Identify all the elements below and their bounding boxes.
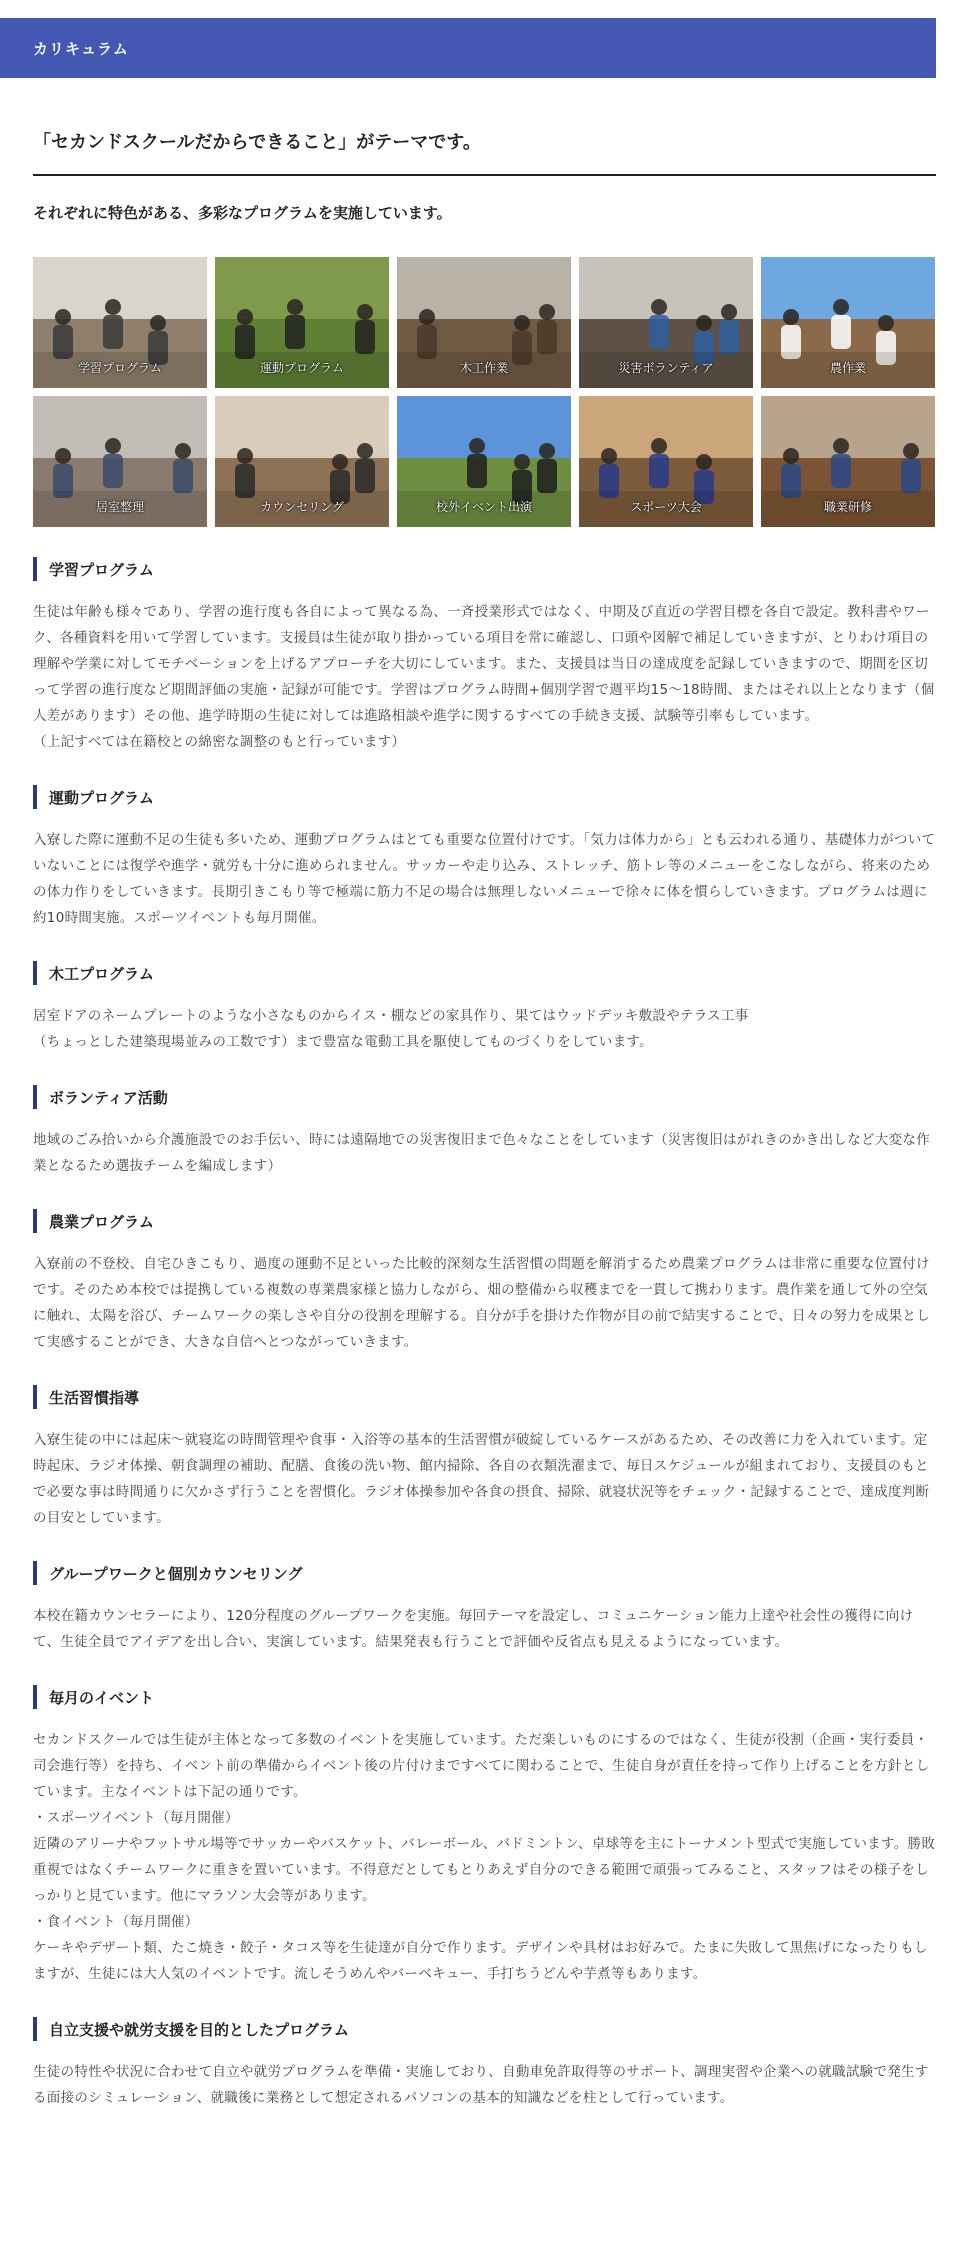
section-lifestyle-guidance bbox=[33, 1385, 936, 1531]
section-title: 運動プログラム bbox=[33, 785, 936, 809]
section-title: 自立支援や就労支援を目的としたプログラム bbox=[33, 2017, 936, 2041]
photo-label: 職業研修 bbox=[823, 500, 872, 514]
section-title: 学習プログラム bbox=[33, 557, 936, 581]
page-header bbox=[0, 18, 936, 78]
section-farming-program bbox=[33, 1209, 936, 1355]
section-body: 生徒は年齢も様々であり、学習の進行度も各自によって異なる為、一斉授業形式ではなく、中期及び直近の学習目標を各自で設定。教科書やワーク、各種資料を用いて学習しています。支援員は生徒が取り掛かっている項目を常に確認し、口頭や図解で補足していきますが、とりわけ項目の理解や学業に対してモチベーションを上げるアプローチを大切にしています。また、支援員は当日の達成度を記録していきますので、期間を区切って学習の進行度など期間評価の実施・記録が可能です。学習はプログラム時間+個別学習で週平均15～18時間、またはそれ以上となります（個人差があります）その他、進学時期の生徒に対しては進路相談や進学に関するすべての手続き支援、試験等引率もしています。 （上記すべては在籍校との綿密な調整のもと行っています） bbox=[33, 604, 935, 750]
section-title: 生活習慣指導 bbox=[33, 1385, 936, 1409]
photo-label: 運動プログラム bbox=[260, 361, 344, 375]
section-title: グループワークと個別カウンセリング bbox=[33, 1561, 936, 1585]
section-monthly-events bbox=[33, 1685, 936, 1987]
section-body: 地域のごみ拾いから介護施設でのお手伝い、時には遠隔地での災害復旧まで色々なことをしています（災害復旧はがれきのかき出しなど大変な作業となるため選抜チームを編成します） bbox=[33, 1132, 930, 1174]
section-body: 入寮前の不登校、自宅ひきこもり、過度の運動不足といった比較的深刻な生活習慣の問題を解消するため農業プログラムは非常に重要な位置付けです。そのため本校では提携している複数の専業農家様と協力しながら、畑の整備から収穫までを一貫して携わります。農作業を通して外の空気に触れ、太陽を浴び、チームワークの楽しさや自分の役割を理解する。自分が手を掛けた作物が目の前で結実することで、日々の努力を成果として実感することができ、大きな自信へとつながっていきます。 bbox=[33, 1256, 930, 1350]
section-woodwork-program bbox=[33, 961, 936, 1055]
section-volunteer-activity bbox=[33, 1085, 936, 1179]
section-body: 入寮生徒の中には起床～就寝迄の時間管理や食事・入浴等の基本的生活習慣が破綻しているケースがあるため、その改善に力を入れています。定時起床、ラジオ体操、朝食調理の補助、配膳、食後の洗い物、館内掃除、各自の衣類洗濯まで、毎日スケジュールが組まれており、支援員のもとで必要な事は時間通りに欠かさず行うことを習慣化。ラジオ体操参加や各食の摂食、掃除、就寝状況等をチェック・記録することで、達成度判断の目安としています。 bbox=[33, 1432, 930, 1526]
section-study-program bbox=[33, 557, 936, 755]
photo-label: 居室整理 bbox=[95, 500, 144, 514]
section-body: セカンドスクールでは生徒が主体となって多数のイベントを実施しています。ただ楽しいものにするのではなく、生徒が役割（企画・実行委員・司会進行等）を持ち、イベント前の準備からイベント後の片付けまですべてに関わることで、生徒自身が責任を持って作り上げることを方針としています。主なイベントは下記の通りです。 ・スポーツイベント（毎月開催） 近隣のアリーナやフットサル場等でサッカーやバスケット、バレーボール、バドミントン、卓球等を主にトーナメント型式で実施しています。勝敗重視ではなくチームワークに重きを置いています。不得意だとしてもとりあえず自分のできる範囲で頑張ってみること、スタッフはその様子をしっかりと見ています。他にマラソン大会等があります。 ・食イベント（毎月開催） ケーキやデザート類、たこ焼き・餃子・タコス等を生徒達が自分で作ります。デザインや具材はお好みで。たまに失敗して黒焦げになったりもしますが、生徒には大人気のイベントです。流しそうめんやバーベキュー、手打ちうどんや芋煮等もあります。 bbox=[33, 1732, 936, 1982]
section-exercise-program bbox=[33, 785, 936, 931]
photo-label: 学習プログラム bbox=[78, 361, 162, 375]
photo-label: カウンセリング bbox=[260, 500, 344, 514]
section-body: 生徒の特性や状況に合わせて自立や就労プログラムを準備・実施しており、自動車免許取得等のサポート、調理実習や企業への就職試験で発生する面接のシミュレーション、就職後に業務として想定されるパソコンの基本的知識などを柱として行っています。 bbox=[33, 2064, 929, 2106]
gallery-photo bbox=[215, 257, 389, 388]
gallery-photo bbox=[33, 396, 207, 527]
section-title: 農業プログラム bbox=[33, 1209, 936, 1233]
section-title: ボランティア活動 bbox=[33, 1085, 936, 1109]
subtitle: それぞれに特色がある、多彩なプログラムを実施しています。 bbox=[33, 204, 452, 222]
main-content bbox=[33, 78, 936, 2111]
gallery-photo bbox=[761, 396, 935, 527]
theme-heading: 「セカンドスクールだからできること」がテーマです。 bbox=[33, 128, 936, 176]
header-title: カリキュラム bbox=[33, 39, 129, 58]
photo-label: 校外イベント出演 bbox=[435, 500, 532, 514]
photo-label: 災害ボランティア bbox=[618, 361, 714, 375]
photo-label: スポーツ大会 bbox=[630, 500, 702, 514]
gallery-photo bbox=[579, 257, 753, 388]
section-title: 毎月のイベント bbox=[33, 1685, 936, 1709]
section-independence-employment-program bbox=[33, 2017, 936, 2111]
section-body: 居室ドアのネームプレートのような小さなものからイス・棚などの家具作り、果てはウッドデッキ敷設やテラス工事 （ちょっとした建築現場並みの工数です）まで豊富な電動工具を駆使してものづくりをしています。 bbox=[33, 1008, 749, 1050]
section-body: 本校在籍カウンセラーにより、120分程度のグループワークを実施。毎回テーマを設定し、コミュニケーション能力上達や社会性の獲得に向けて、生徒全員でアイデアを出し合い、実演しています。結果発表も行うことで評価や反省点も見えるようになっています。 bbox=[33, 1608, 914, 1650]
gallery-photo bbox=[761, 257, 935, 388]
gallery-photo bbox=[579, 396, 753, 527]
section-body: 入寮した際に運動不足の生徒も多いため、運動プログラムはとても重要な位置付けです。「気力は体力から」とも云われる通り、基礎体力がついていないことには復学や進学・就労も十分に進められません。サッカーや走り込み、ストレッチ、筋トレ等のメニューをこなしながら、将来のための体力作りをしていきます。長期引きこもり等で極端に筋力不足の場合は無理しないメニューで徐々に体を慣らしていきます。プログラムは週に約10時間実施。スポーツイベントも毎月開催。 bbox=[33, 832, 936, 926]
gallery-photo bbox=[397, 396, 571, 527]
gallery-photo bbox=[33, 257, 207, 388]
gallery-photo bbox=[215, 396, 389, 527]
photo-gallery bbox=[33, 257, 936, 527]
photo-label: 農作業 bbox=[829, 361, 866, 375]
section-group-work-counseling bbox=[33, 1561, 936, 1655]
section-title: 木工プログラム bbox=[33, 961, 936, 985]
gallery-photo bbox=[397, 257, 571, 388]
photo-label: 木工作業 bbox=[459, 361, 508, 375]
